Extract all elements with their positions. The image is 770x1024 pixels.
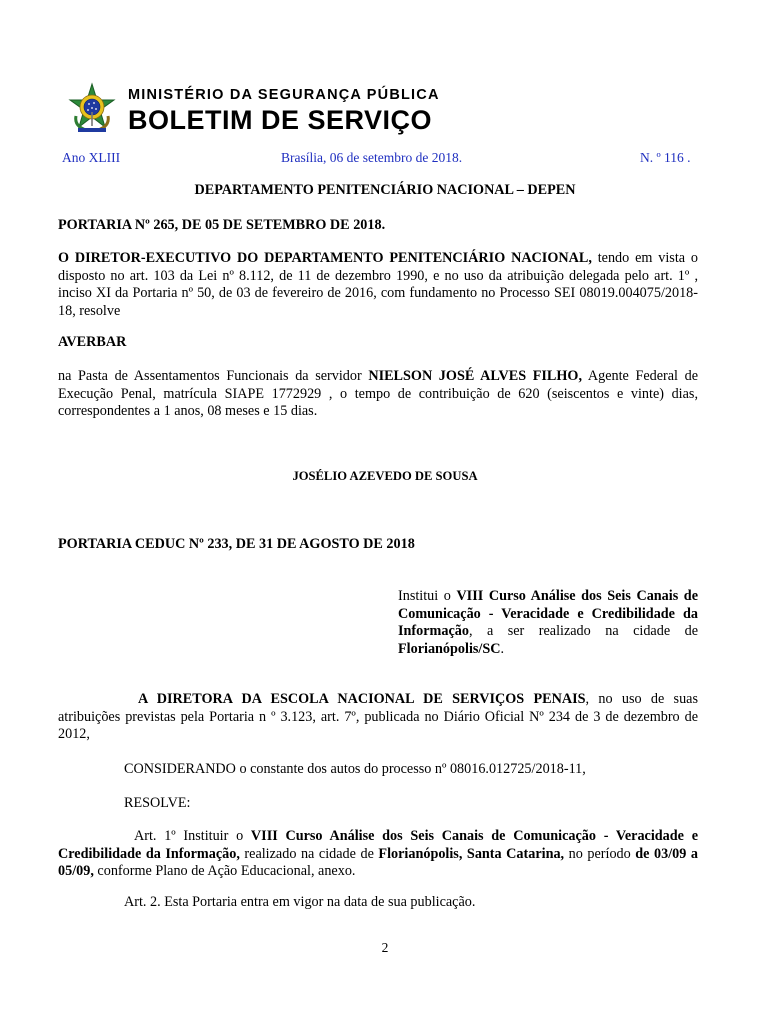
art1-course: VIII Curso Análise dos Seis Canais de Comunicação - Veracidade e Credibilidade da Informação, xyxy=(58,828,698,862)
portaria-233-ementa xyxy=(398,588,698,658)
averbar-text-a: na Pasta de Assentamentos Funcionais da servidor xyxy=(58,368,369,384)
year-label: Ano XLIII xyxy=(62,150,121,165)
art1-text-d: conforme Plano de Ação Educacional, anexo. xyxy=(93,863,356,880)
department-heading: DEPARTAMENTO PENITENCIÁRIO NACIONAL – DEPEN xyxy=(194,182,576,198)
ministry-name: MINISTÉRIO DA SEGURANÇA PÚBLICA xyxy=(128,87,440,103)
ementa-text-a: Institui o xyxy=(398,588,457,604)
signer-name: JOSÉLIO AZEVEDO DE SOUSA xyxy=(292,469,478,483)
ementa-text-b: , a ser realizado na cidade de xyxy=(468,623,698,640)
director-title: O DIRETOR-EXECUTIVO DO DEPARTAMENTO PENITENCIÁRIO NACIONAL, xyxy=(58,250,592,266)
averbar-text-b: Agente Federal de Execução Penal, matrícula SIAPE 1772929 , o tempo de contribuição de 620 (seiscentos e vinte) dias, correspondentes a 1 anos, 08 meses e 15 dias. xyxy=(58,368,699,420)
brazil-coat-of-arms-icon xyxy=(66,82,118,134)
averbar-heading: AVERBAR xyxy=(58,334,127,350)
resolve-line: RESOLVE: xyxy=(124,795,191,811)
page-number: 2 xyxy=(381,940,389,955)
issue-date: Brasília, 06 de setembro de 2018. xyxy=(281,150,463,165)
directora-title: A DIRETORA DA ESCOLA NACIONAL DE SERVIÇOS PENAIS xyxy=(138,691,586,707)
averbar-paragraph xyxy=(58,368,698,421)
issue-number: N. º 116 . xyxy=(640,150,691,165)
portaria-265-preamble xyxy=(58,250,698,320)
art1-period: de 03/09 a 05/09, xyxy=(58,845,698,880)
considerando-line: CONSIDERANDO o constante dos autos do processo nº 08016.012725/2018-11, xyxy=(124,761,586,777)
ementa-text-c: . xyxy=(500,640,505,657)
course-city: Florianópolis/SC xyxy=(398,640,501,657)
art1-text-c: no período xyxy=(564,845,636,862)
preamble-text: tendo em vista o disposto no art. 103 da Lei nº 8.112, de 11 de dezembro 1990, e no uso da atribuição delegada pelo art. 1º , inciso XI da Portaria nº 50, de 03 de fevereiro de 2016, com fundamento no Processo SEI 08019.004075/2018-18, resolve xyxy=(58,250,698,319)
article-2: Art. 2. Esta Portaria entra em vigor na data de sua publicação. xyxy=(124,894,476,910)
course-name: VIII Curso Análise dos Seis Canais de Comunicação - Veracidade e Credibilidade da Informação xyxy=(398,588,698,640)
art1-city: Florianópolis, Santa Catarina, xyxy=(378,845,565,862)
servant-name: NIELSON JOSÉ ALVES FILHO, xyxy=(368,368,583,384)
portaria-233-title: PORTARIA CEDUC Nº 233, DE 31 DE AGOSTO DE 2018 xyxy=(58,536,415,552)
art1-text-b: realizado na cidade de xyxy=(239,845,379,862)
directora-text: , no uso de suas atribuições previstas pela Portaria n º 3.123, art. 7º, publicada no Diário Oficial Nº 234 de 3 de dezembro de 2012, xyxy=(58,691,698,743)
art1-text-a: Art. 1º Instituir o xyxy=(134,828,251,844)
bulletin-title: BOLETIM DE SERVIÇO xyxy=(128,105,433,135)
article-1 xyxy=(58,828,698,881)
directora-paragraph xyxy=(58,691,698,744)
portaria-265-title: PORTARIA Nº 265, DE 05 DE SETEMBRO DE 2018. xyxy=(58,217,386,233)
